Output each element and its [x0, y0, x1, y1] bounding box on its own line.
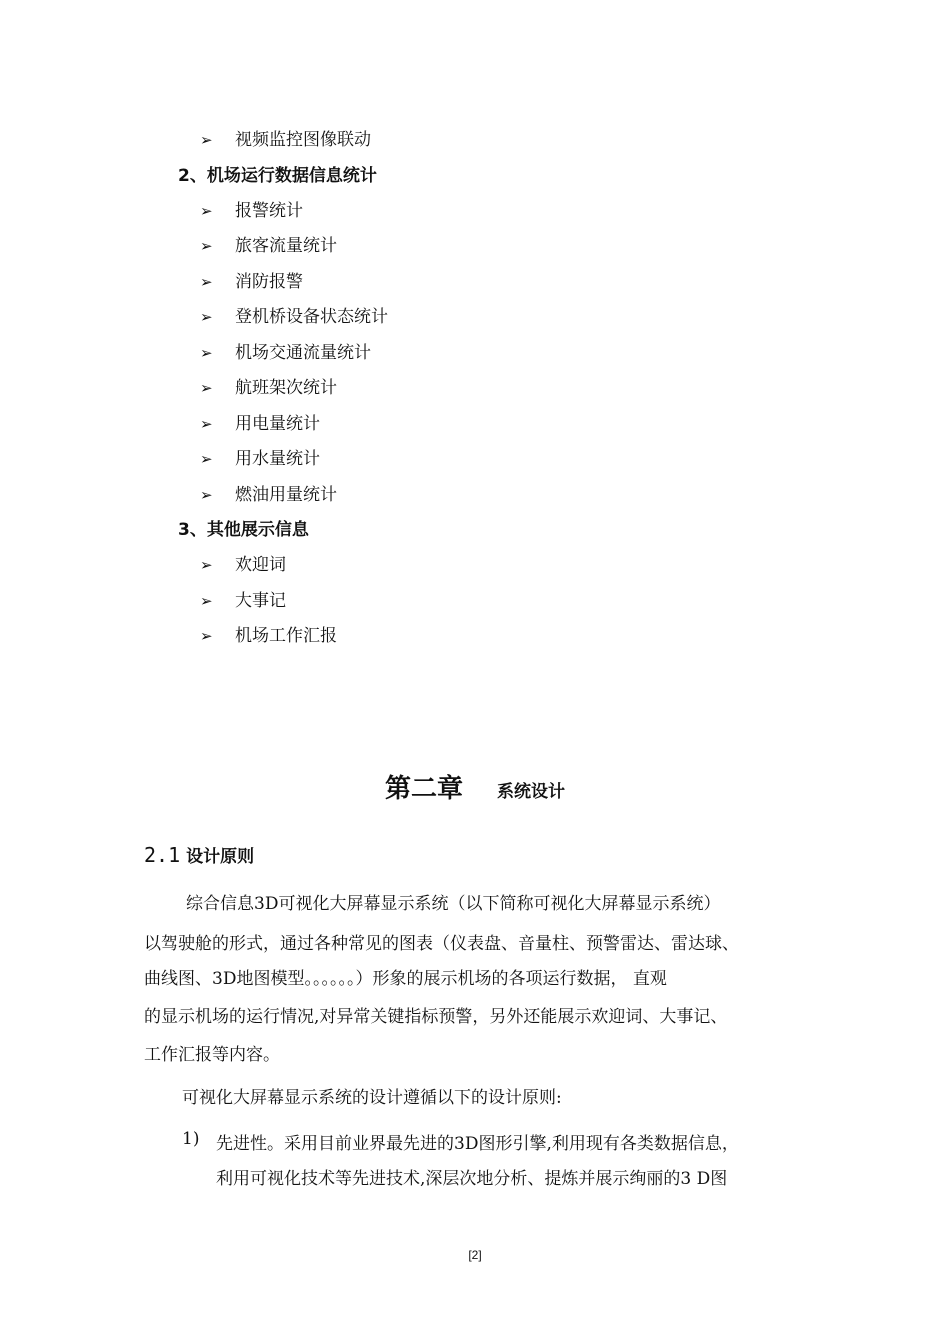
- list-item: [200, 621, 337, 646]
- list-item: [200, 409, 320, 434]
- arrow-bullet-icon: ➢: [200, 202, 213, 220]
- arrow-bullet-icon: ➢: [200, 131, 213, 149]
- list-item-text: 视频监控图像联动: [235, 130, 371, 150]
- list-item: [200, 231, 337, 256]
- section-heading: 3、其他展示信息: [178, 520, 309, 540]
- subsection-heading: [144, 842, 254, 867]
- page-number: [2]: [468, 1248, 482, 1262]
- list-item: [200, 444, 320, 469]
- chapter-number: 第二章: [384, 774, 463, 804]
- list-item: [200, 125, 371, 150]
- arrow-bullet-icon: ➢: [200, 344, 213, 362]
- arrow-bullet-icon: ➢: [200, 273, 213, 291]
- arrow-bullet-icon: ➢: [200, 415, 213, 433]
- list-item-text: 用电量统计: [235, 414, 320, 434]
- arrow-bullet-icon: ➢: [200, 486, 213, 504]
- list-item-text: 消防报警: [235, 272, 303, 292]
- list-item-text: 用水量统计: [235, 449, 320, 469]
- subsection-number: 2.1: [144, 843, 181, 867]
- list-item: [200, 338, 371, 363]
- numbered-item-line: 先进性。采用目前业界最先进的3D图形引擎,利用现有各类数据信息，: [216, 1134, 739, 1154]
- list-item: [200, 373, 337, 398]
- list-item-text: 报警统计: [235, 201, 303, 221]
- paragraph-line: 工作汇报等内容。: [144, 1045, 280, 1065]
- paragraph-line: 的显示机场的运行情况,对异常关键指标预警，另外还能展示欢迎词、大事记、: [144, 1007, 728, 1027]
- list-item-text: 燃油用量统计: [235, 485, 337, 505]
- arrow-bullet-icon: ➢: [200, 237, 213, 255]
- paragraph-line: 可视化大屏幕显示系统的设计遵循以下的设计原则:: [182, 1088, 562, 1108]
- list-item: [200, 196, 303, 221]
- list-item-text: 机场工作汇报: [235, 626, 337, 646]
- list-item-text: 大事记: [235, 591, 286, 611]
- list-item: [200, 550, 286, 575]
- list-item: [200, 302, 388, 327]
- arrow-bullet-icon: ➢: [200, 308, 213, 326]
- arrow-bullet-icon: ➢: [200, 379, 213, 397]
- paragraph-line: 曲线图、3D地图模型。。。。。。）形象的展示机场的各项运行数据， 直观: [144, 969, 667, 989]
- list-item-text: 欢迎词: [235, 555, 286, 575]
- list-item-text: 航班架次统计: [235, 378, 337, 398]
- arrow-bullet-icon: ➢: [200, 627, 213, 645]
- section-heading: 2、机场运行数据信息统计: [178, 166, 377, 186]
- list-item: [200, 267, 303, 292]
- numbered-item-line: 利用可视化技术等先进技术,深层次地分析、提炼并展示绚丽的3 D图: [216, 1169, 728, 1189]
- list-item-text: 机场交通流量统计: [235, 343, 371, 363]
- list-item: [200, 480, 337, 505]
- chapter-heading: [0, 768, 950, 805]
- subsection-title: 设计原则: [186, 847, 255, 867]
- arrow-bullet-icon: ➢: [200, 556, 213, 574]
- paragraph-line: 综合信息3D可视化大屏幕显示系统（以下简称可视化大屏幕显示系统）: [186, 894, 721, 914]
- list-item-text: 旅客流量统计: [235, 236, 337, 256]
- paragraph-line: 以驾驶舱的形式，通过各种常见的图表（仪表盘、音量柱、预警雷达、雷达球、: [144, 934, 739, 954]
- list-item: [200, 586, 286, 611]
- list-item-text: 登机桥设备状态统计: [235, 307, 388, 327]
- arrow-bullet-icon: ➢: [200, 450, 213, 468]
- arrow-bullet-icon: ➢: [200, 592, 213, 610]
- numbered-item-marker: 1): [182, 1129, 200, 1149]
- chapter-title: 系统设计: [497, 782, 565, 802]
